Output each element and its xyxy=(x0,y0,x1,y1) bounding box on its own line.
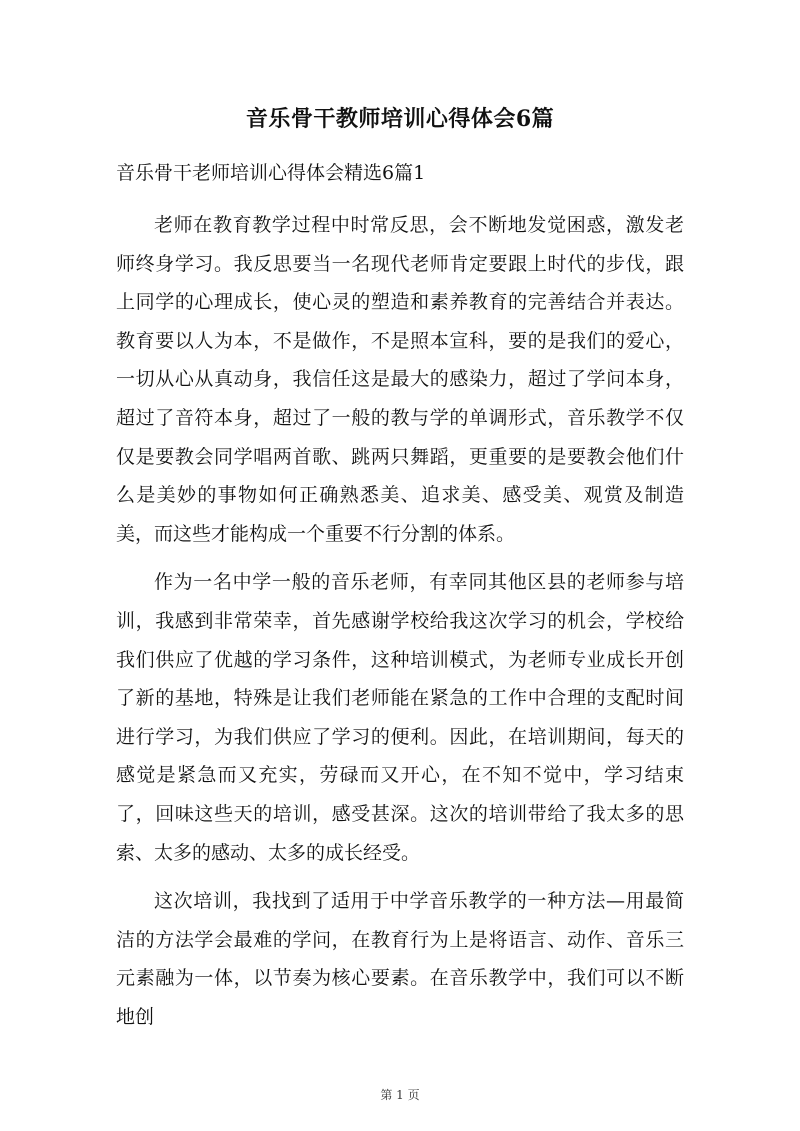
section-subtitle: 音乐骨干老师培训心得体会精选6篇1 xyxy=(116,162,426,184)
paragraph: 作为一名中学一般的音乐老师，有幸同其他区县的老师参与培训，我感到非常荣幸，首先感谢学校给我这次学习的机会，学校给我们供应了优越的学习条件，这种培训模式，为老师专业成长开创了新的基地，特殊是让我们老师能在紧急的工作中合理的支配时间进行学习，为我们供应了学习的便利。因此，在培训期间，每天的感觉是紧急而又充实，劳碌而又开心，在不知不觉中，学习结束了，回味这些天的培训，感受甚深。这次的培训带给了我太多的思索、太多的感动、太多的成长经受。 xyxy=(116,571,684,864)
paragraph: 老师在教育教学过程中时常反思，会不断地发觉困惑，激发老师终身学习。我反思要当一名现代老师肯定要跟上时代的步伐，跟上同学的心理成长，使心灵的塑造和素养教育的完善结合并表达。教育要以人为本，不是做作，不是照本宣科，要的是我们的爱心，一切从心从真动身，我信任这是最大的感染力，超过了学问本身，超过了音符本身，超过了一般的教与学的单调形式，音乐教学不仅仅是要教会同学唱两首歌、跳两只舞蹈，更重要的是要教会他们什么是美妙的事物如何正确熟悉美、追求美、感受美、观赏及制造美，而这些才能构成一个重要不行分割的体系。 xyxy=(116,214,684,545)
document-body xyxy=(116,206,684,1046)
page-number: 第 1 页 xyxy=(380,1088,420,1102)
document-title: 音乐骨干教师培训心得体会6篇 xyxy=(245,106,555,132)
paragraph: 这次培训，我找到了适用于中学音乐教学的一种方法—用最简洁的方法学会最难的学问，在教育行为上是将语言、动作、音乐三元素融为一体，以节奏为核心要素。在音乐教学中，我们可以不断地创 xyxy=(116,890,684,1028)
